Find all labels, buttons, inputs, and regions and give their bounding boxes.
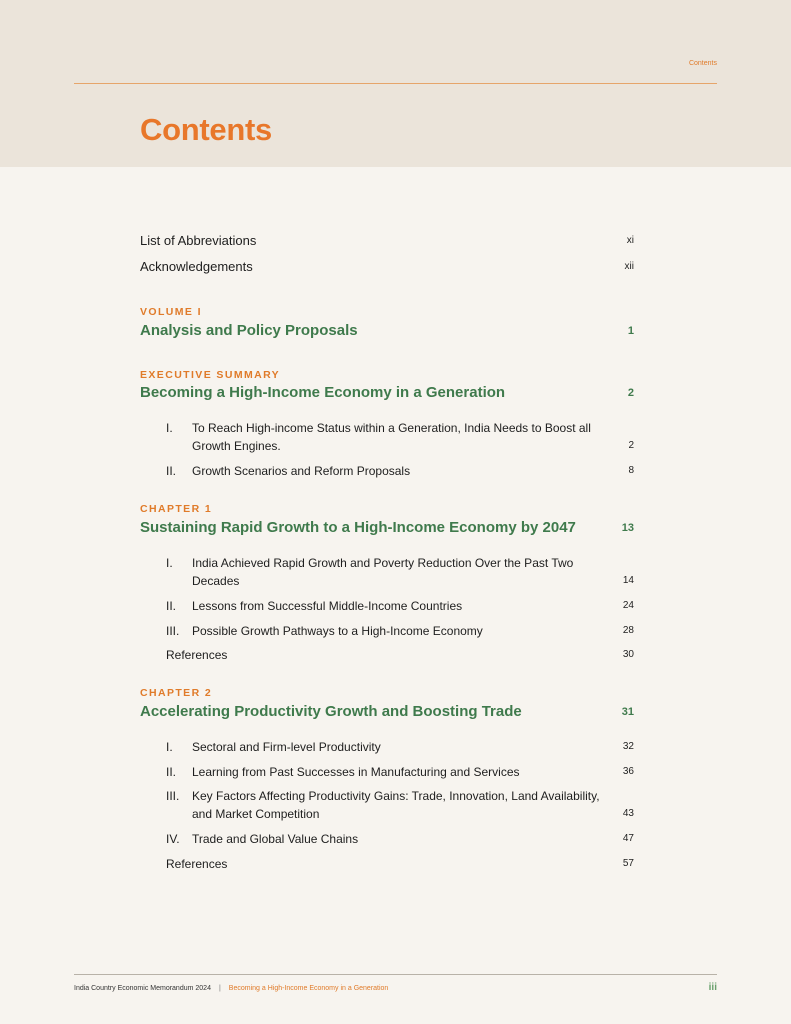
toc-page-number: xi <box>626 235 634 246</box>
page-title: Contents <box>140 112 272 147</box>
toc-item[interactable] <box>166 597 638 615</box>
page-number: iii <box>708 982 717 993</box>
toc-entry-abbreviations[interactable] <box>140 233 638 249</box>
toc-item[interactable] <box>166 763 638 781</box>
toc-page-number: 24 <box>622 600 634 611</box>
item-title: Trade and Global Value Chains <box>192 832 359 846</box>
toc-page-number: 1 <box>627 325 634 337</box>
item-title: Growth Scenarios and Reform Proposals <box>192 464 411 478</box>
item-title: Key Factors Affecting Productivity Gains: Trade, Innovation, Land Availability, and Market Competition <box>192 789 600 821</box>
toc-page-number: 8 <box>628 465 634 476</box>
item-numeral: II. <box>166 599 177 613</box>
toc-page-number: xii <box>624 261 634 272</box>
toc-page-number: 13 <box>621 522 634 534</box>
toc-heading-volume[interactable] <box>140 322 638 340</box>
item-numeral: I. <box>166 421 173 435</box>
toc-item[interactable] <box>166 462 638 480</box>
footer-separator: | <box>218 985 221 992</box>
item-numeral: III. <box>166 624 180 638</box>
footer-report-title: India Country Economic Memorandum 2024 <box>74 985 211 992</box>
item-numeral: II. <box>166 464 177 478</box>
toc-page-number: 28 <box>622 625 634 636</box>
running-head: Contents <box>688 60 717 67</box>
toc-entry-label: List of Abbreviations <box>140 233 257 248</box>
toc-item[interactable] <box>166 830 638 848</box>
executive-summary-eyebrow: EXECUTIVE SUMMARY <box>140 369 281 381</box>
toc-heading-chapter1[interactable] <box>140 519 638 537</box>
item-numeral: II. <box>166 765 177 779</box>
item-numeral: IV. <box>166 832 180 846</box>
item-title: Lessons from Successful Middle-Income Countries <box>192 599 463 613</box>
toc-item[interactable] <box>166 622 638 640</box>
toc-item[interactable] <box>166 554 638 590</box>
volume-eyebrow: VOLUME I <box>140 306 202 318</box>
item-title: Possible Growth Pathways to a High-Income Economy <box>192 624 483 638</box>
toc-item[interactable] <box>166 787 638 823</box>
item-numeral: I. <box>166 556 173 570</box>
toc-heading-chapter2[interactable] <box>140 703 638 721</box>
toc-heading-title: Becoming a High-Income Economy in a Generation <box>140 384 506 401</box>
item-numeral: I. <box>166 740 173 754</box>
item-numeral: III. <box>166 789 180 803</box>
toc-page-number: 43 <box>622 808 634 819</box>
chapter1-eyebrow: CHAPTER 1 <box>140 503 213 515</box>
item-title: To Reach High-income Status within a Generation, India Needs to Boost all Growth Engines. <box>192 421 591 453</box>
item-title: India Achieved Rapid Growth and Poverty Reduction Over the Past Two Decades <box>192 556 574 588</box>
toc-references[interactable] <box>166 855 638 873</box>
toc-page-number: 14 <box>622 575 634 586</box>
toc-entry-acknowledgements[interactable] <box>140 259 638 275</box>
toc-page-number: 32 <box>622 741 634 752</box>
toc-page-number: 57 <box>622 858 634 869</box>
toc-heading-executive-summary[interactable] <box>140 384 638 402</box>
footer <box>74 985 388 992</box>
toc-page-number: 47 <box>622 833 634 844</box>
toc-page-number: 2 <box>628 440 634 451</box>
item-title: Sectoral and Firm-level Productivity <box>192 740 381 754</box>
toc-page-number: 36 <box>622 766 634 777</box>
header-divider <box>74 83 717 84</box>
references-label: References <box>166 857 228 871</box>
toc-heading-title: Sustaining Rapid Growth to a High-Income Economy by 2047 <box>140 519 576 536</box>
chapter2-eyebrow: CHAPTER 2 <box>140 687 213 699</box>
toc-heading-title: Accelerating Productivity Growth and Boosting Trade <box>140 703 522 720</box>
references-label: References <box>166 648 228 662</box>
toc-references[interactable] <box>166 646 638 664</box>
toc-entry-label: Acknowledgements <box>140 259 253 274</box>
toc-item[interactable] <box>166 419 638 455</box>
item-title: Learning from Past Successes in Manufacturing and Services <box>192 765 520 779</box>
footer-divider <box>74 974 717 975</box>
toc-heading-title: Analysis and Policy Proposals <box>140 322 358 339</box>
toc-item[interactable] <box>166 738 638 756</box>
toc-page-number: 30 <box>622 649 634 660</box>
footer-subtitle: Becoming a High-Income Economy in a Generation <box>228 985 389 992</box>
toc-page-number: 31 <box>621 706 634 718</box>
toc-page-number: 2 <box>627 387 634 399</box>
